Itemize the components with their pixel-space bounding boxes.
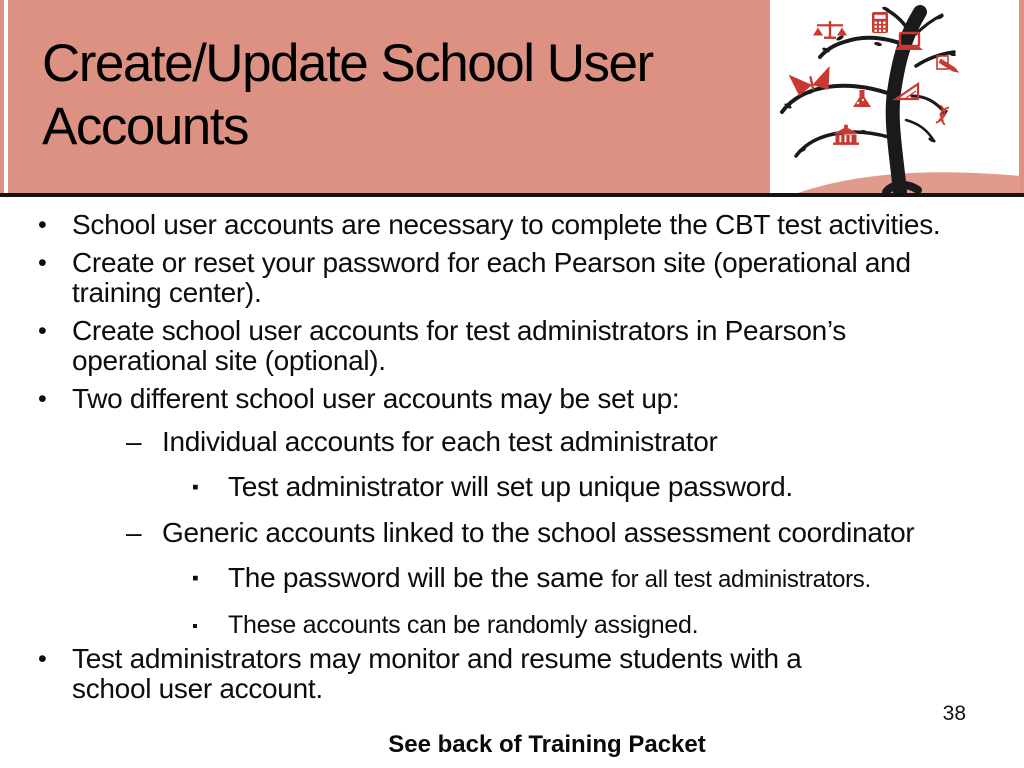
dna-icon [936, 105, 949, 125]
bullet-text: Create or reset your password for each Pearson site (operational and training center). [72, 247, 911, 308]
bullet-marker: • [38, 385, 47, 413]
bullet-text-large: The password will be the same [228, 562, 612, 593]
sub-bullet-item [0, 518, 1024, 548]
bullet-text: School user accounts are necessary to complete the CBT test activities. [72, 209, 941, 240]
bullet-item [0, 316, 1024, 376]
left-edge-accent [0, 0, 4, 193]
bullet-item [0, 210, 1024, 240]
sub-bullet-item [0, 427, 1024, 457]
bullet-marker: • [38, 645, 47, 673]
sub-sub-bullet-item [0, 612, 1024, 640]
bullet-marker: • [38, 211, 47, 239]
pencil-paper-icon [937, 56, 960, 75]
bullet-text: Test administrator will set up unique password. [228, 471, 793, 502]
slide-title: Create/Update School User Accounts [42, 34, 653, 156]
dash-marker: – [126, 426, 142, 457]
footer-note: See back of Training Packet [388, 731, 706, 758]
bullet-text: Test administrators may monitor and resume students with a school user account. [72, 643, 802, 704]
page-number: 38 [942, 702, 966, 725]
bullet-text-small: for all test administrators. [611, 566, 871, 593]
bullet-item [0, 384, 1024, 414]
dash-marker: – [126, 517, 142, 548]
bullet-item [0, 644, 1024, 704]
bullet-text: Two different school user accounts may be set up: [72, 383, 680, 414]
tree-illustration [770, 0, 1020, 193]
bullet-text: Individual accounts for each test administrator [162, 426, 718, 457]
school-building-icon [833, 125, 859, 145]
bullet-text: Create school user accounts for test administrators in Pearson’s operational site (optional). [72, 315, 846, 376]
square-marker: ▪ [192, 568, 199, 589]
slide-body [0, 197, 1024, 704]
slide-header [0, 0, 1024, 193]
square-marker: ▪ [192, 618, 198, 635]
calculator-icon [872, 12, 888, 33]
bullet-item [0, 248, 1024, 308]
flask-icon [853, 90, 871, 107]
square-marker: ▪ [192, 477, 199, 498]
tree-leaves [784, 6, 957, 153]
bullet-marker: • [38, 317, 47, 345]
sub-sub-bullet-item [0, 472, 1024, 503]
bullet-text: Generic accounts linked to the school assessment coordinator [162, 517, 915, 548]
bullet-text: These accounts can be randomly assigned. [228, 611, 699, 639]
tree-branches [782, 10, 954, 156]
bullet-marker: • [38, 249, 47, 277]
bullet-text-mixed [228, 563, 871, 595]
sub-sub-bullet-item [0, 563, 1024, 595]
